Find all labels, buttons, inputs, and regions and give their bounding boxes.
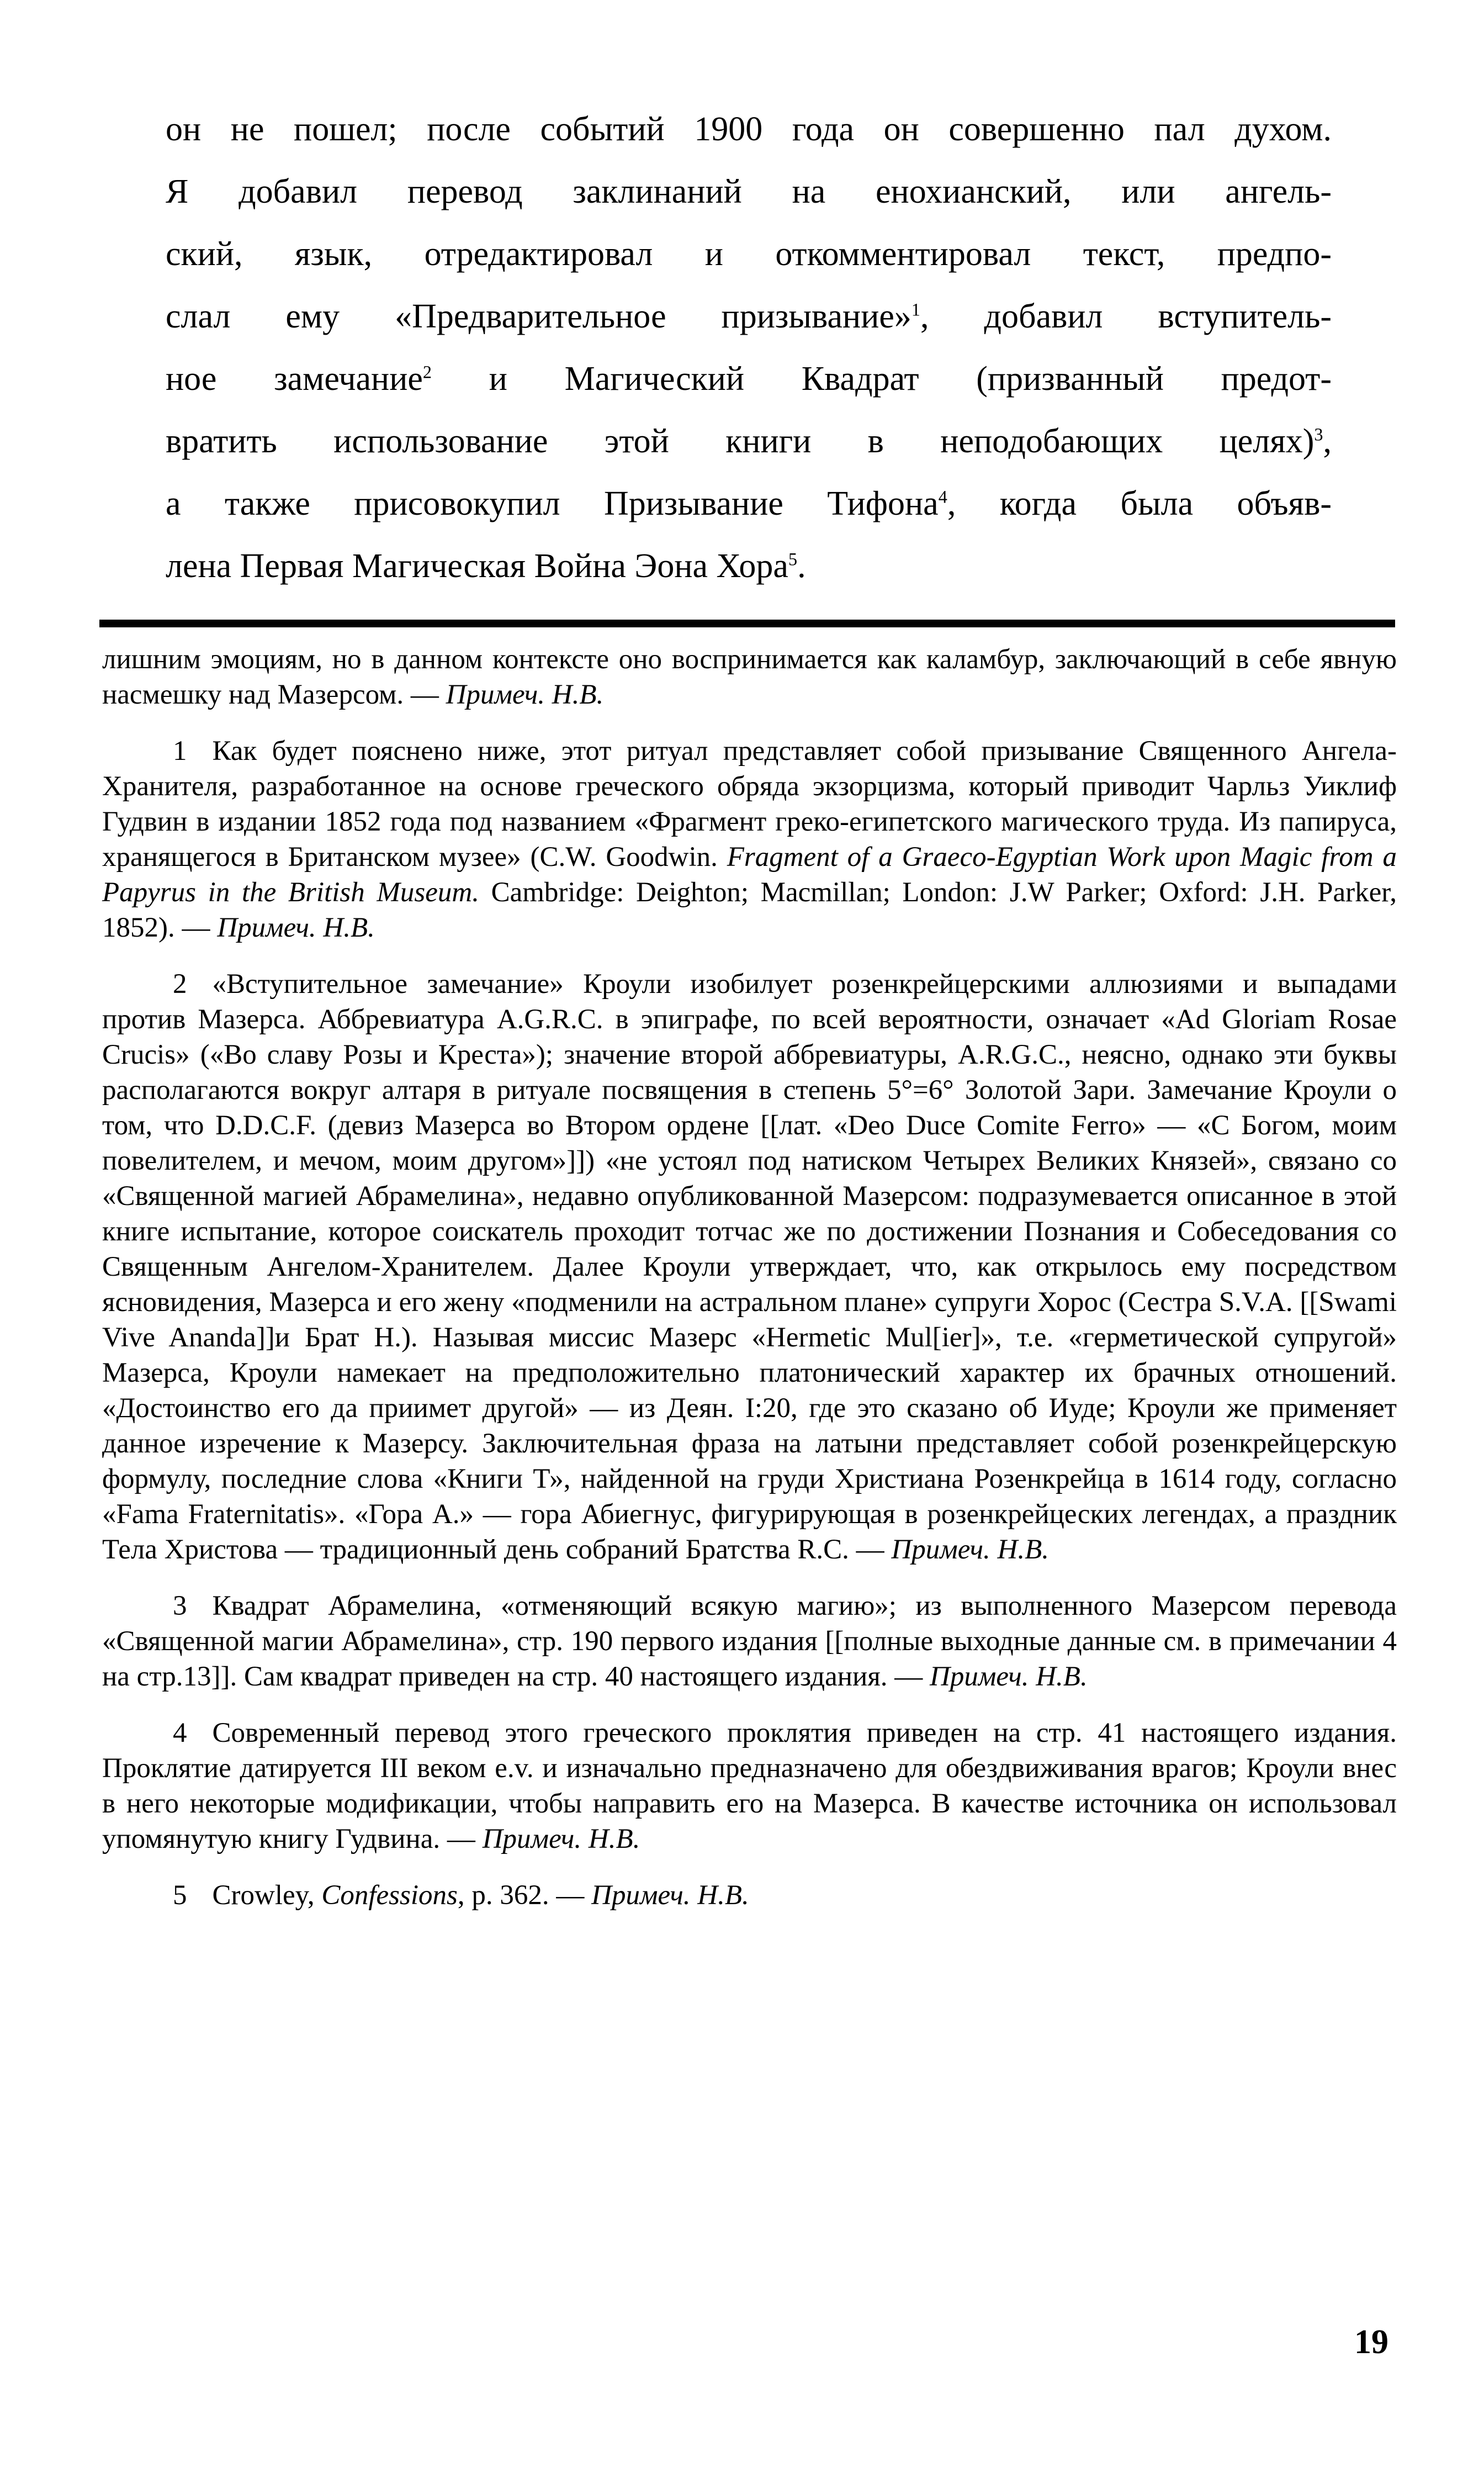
italic-run: Confessions — [321, 1880, 458, 1911]
footnote-number: 5 — [173, 1880, 187, 1911]
text-run: , p. 362. — — [457, 1880, 592, 1911]
main-paragraph-line — [166, 223, 1332, 286]
footnote-marker: 4 — [938, 487, 947, 507]
text-run: лена Первая Магическая Война Эона Хора — [166, 547, 788, 585]
footnote-marker: 5 — [788, 549, 798, 569]
italic-run: Примеч. Н.В. — [482, 1824, 640, 1854]
text-run: Квадрат Абрамелина, «отменяющий всякую магию»; из выполненного Мазерсом перевода «Священной магии Абрамелина», стр. 190 первого издания [[полные выходные данные см. в примечании 4 на стр.13]]. Сам квадрат приведен на стр. 40 настоящего издания. — — [102, 1590, 1397, 1692]
text-run: лишним эмоциям, но в данном контексте оно воспринимается как каламбур, заключающий в себе явную насмешку над Мазерсом. — — [102, 644, 1397, 710]
main-paragraph-line — [166, 98, 1332, 161]
footnote-number: 3 — [173, 1590, 187, 1621]
text-run: ное замечание — [166, 360, 423, 398]
footnote-marker: 2 — [422, 362, 432, 382]
page-number: 19 — [1354, 2323, 1388, 2361]
italic-run: Примеч. Н.В. — [591, 1880, 749, 1911]
main-paragraph-line — [166, 286, 1332, 348]
footnote-number: 2 — [173, 969, 187, 1000]
text-run: и Магический Квадрат (призванный предот- — [432, 360, 1332, 398]
italic-run: Fragment of a Graeco-Egyptian Work upon Magic from a Papyrus in the British Museum. — [102, 842, 1397, 908]
footnote-divider — [99, 620, 1395, 627]
main-paragraph-line — [166, 535, 1332, 598]
italic-run: Примеч. Н.В. — [930, 1661, 1088, 1692]
footnotes-section — [102, 642, 1397, 1934]
text-run: «Вступительное замечание» Кроули изобилует розенкрейцерскими аллюзиями и выпадами против Мазерса. Аббревиатура A.G.R.C. в эпиграфе, по всей вероятности, означает «Ad Gloriam Rosae Crucis» («Во славу Розы и Креста»); значение второй аббревиатуры, A.R.G.C., неясно, однако эти буквы располагаются вокруг алтаря в ритуале посвящения в степень 5°=6° Золотой Зари. Замечание Кроули о том, что D.D.C.F. (девиз Мазерса во Втором ордене [[лат. «Deo Duce Comite Ferro» — «С Богом, моим повелителем, и мечом, моим другом»]]) «не устоял под натиском Четырех Великих Князей», связано со «Священной магией Абрамелина», недавно опубликованной Мазерсом: подразумевается описанное в этой книге испытание, которое соискатель проходит тотчас же по достижении Познания и Собеседования со Священным Ангелом-Хранителем. Далее Кроули утверждает, что, как открылось ему посредством ясновидения, Мазерса и его жену «подменили на астральном плане» супруги Хорос (Сестра S.V.A. [[Swami Vive Ananda]]и Брат H.). Называя миссис Мазерс «Hermetic Mul[ier]», т.е. «герметической супругой» Мазерса, Кроули намекает на предположительно платонический характер их брачных отношений. «Достоинство его да приимет другой» — из Деян. I:20, где это сказано об Иуде; Кроули же применяет данное изречение к Мазерсу. Заключительная фраза на латыни представляет собой розенкрейцерскую формулу, последние слова «Книги Т», найденной на груди Христиана Розенкрейца в 1614 году, согласно «Fama Fraternitatis». «Гора А.» — гора Абиегнус, фигурирующая в розенкрейцеских легендах, а праздник Тела Христова — традиционный день собраний Братства R.C. — — [102, 969, 1397, 1565]
footnote — [102, 1878, 1397, 1913]
footnote-number: 4 — [173, 1717, 187, 1748]
footnote-number: 1 — [173, 736, 187, 767]
italic-run: Примеч. Н.В. — [446, 679, 604, 710]
text-run: ский, язык, отредактировал и откомментировал текст, предпо- — [166, 235, 1332, 273]
italic-run: Примеч. Н.В. — [891, 1534, 1050, 1565]
text-run: Как будет пояснено ниже, этот ритуал представляет собой призывание Священного Ангела-Хранителя, разработанное на основе греческого обряда экзорцизма, который приводит Чарльз Уиклиф Гудвин в издании 1852 года под названием «Фрагмент греко-египетского магического труда. Из папируса, хранящегося в Британском музее» (C.W. Goodwin. — [102, 736, 1397, 873]
text-run: а также присовокупил Призывание Тифона — [166, 485, 939, 522]
text-run: Cambridge: Deighton; Macmillan; London: J.W Parker; Oxford: J.H. Parker, 1852). — — [102, 877, 1397, 943]
text-run: он не пошел; после событий 1900 года он совершенно пал духом. — [166, 110, 1332, 148]
footnote — [102, 1715, 1397, 1857]
main-paragraph-line — [166, 473, 1332, 535]
footnote-marker: 1 — [911, 299, 921, 320]
main-paragraph — [166, 98, 1332, 598]
main-paragraph-line — [166, 410, 1332, 473]
text-run: слал ему «Предварительное призывание» — [166, 298, 911, 335]
footnote-marker: 3 — [1314, 424, 1323, 445]
text-run: , когда была объяв- — [947, 485, 1332, 522]
text-run: Современный перевод этого греческого проклятия приведен на стр. 41 настоящего издания. Проклятие датируется III веком e.v. и изначально предназначено для обездвиживания врагов; Кроули внес в него некоторые модификации, чтобы направить его на Мазерса. В качестве источника он использовал упомянутую книгу Гудвина. — — [102, 1717, 1397, 1854]
text-run: Я добавил перевод заклинаний на енохианский, или ангель- — [166, 173, 1332, 210]
text-run: , — [1323, 422, 1332, 460]
text-run: Crowley, — [212, 1880, 322, 1911]
footnote — [102, 642, 1397, 712]
italic-run: Примеч. Н.В. — [217, 912, 375, 943]
text-run: вратить использование этой книги в неподобающих целях) — [166, 422, 1315, 460]
text-run: . — [797, 547, 806, 585]
footnote — [102, 1588, 1397, 1694]
footnote — [102, 966, 1397, 1567]
footnote — [102, 733, 1397, 945]
main-paragraph-line — [166, 161, 1332, 223]
main-paragraph-line — [166, 348, 1332, 410]
text-run: , добавил вступитель- — [920, 298, 1332, 335]
